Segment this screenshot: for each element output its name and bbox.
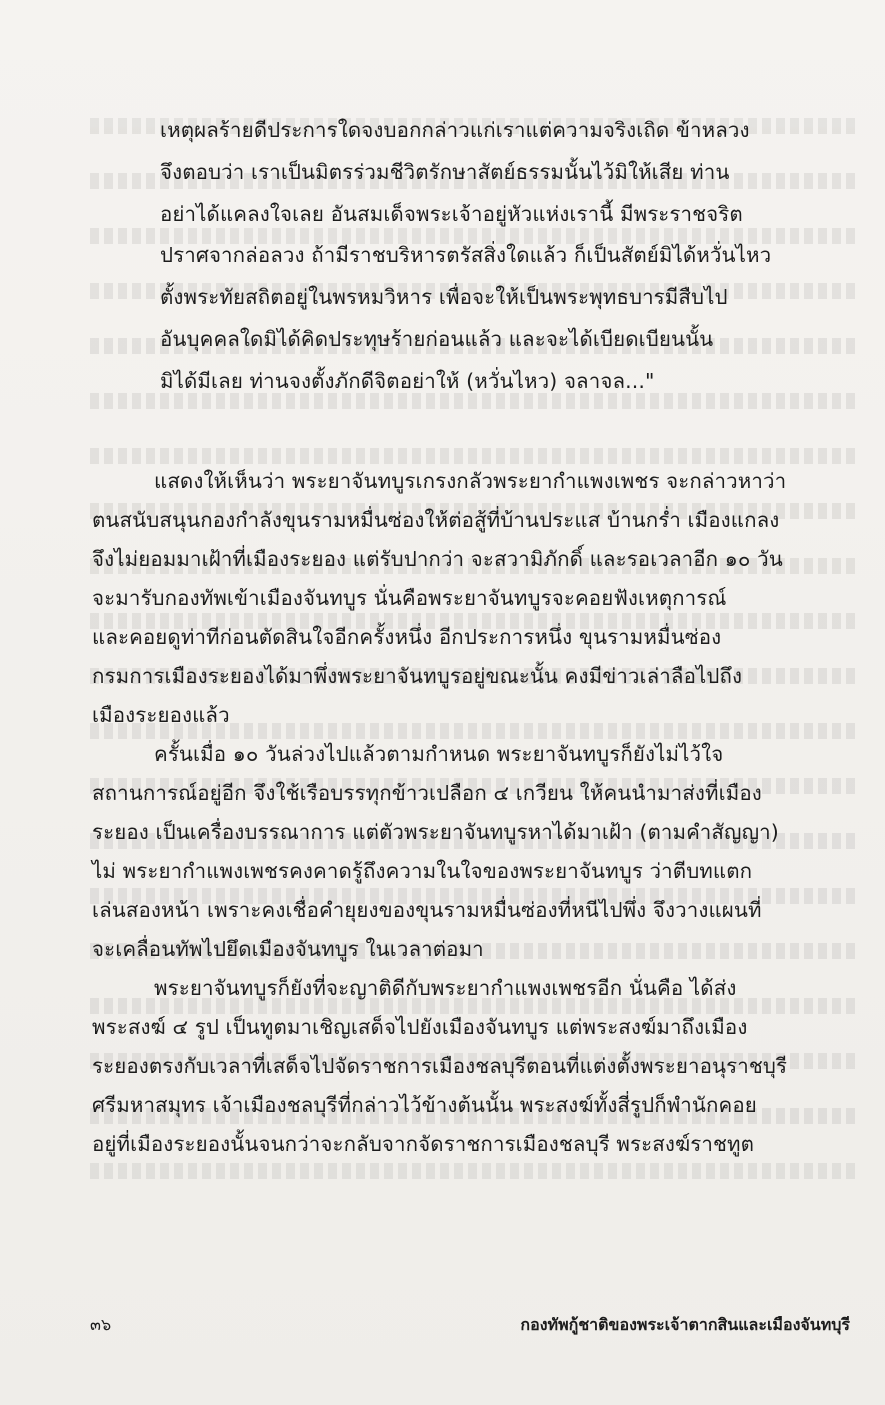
body-line: อยู่ที่เมืองระยองนั้นจนกว่าจะกลับจากจัดราชการเมืองชลบุรี พระสงฆ์ราชทูต — [92, 1132, 755, 1156]
quoted-passage — [160, 110, 850, 403]
body-line: ไม่ พระยากำแพงเพชรคงคาดรู้ถึงความในใจของพระยาจันทบูร ว่าตีบทแตก — [92, 859, 753, 883]
quote-line: เหตุผลร้ายดีประการใดจงบอกกล่าวแก่เราแต่ความจริงเถิด ข้าหลวง — [160, 118, 750, 142]
page-number: ๓๖ — [90, 1315, 112, 1334]
paragraph-first-line: ครั้นเมื่อ ๑๐ วันล่วงไปแล้วตามกำหนด พระยาจันทบูรก็ยังไม่ไว้ใจ — [154, 742, 724, 766]
body-line: จะเคลื่อนทัพไปยึดเมืองจันทบูร ในเวลาต่อมา — [92, 937, 484, 961]
body-text — [92, 462, 852, 1164]
paragraph-first-line: แสดงให้เห็นว่า พระยาจันทบูรเกรงกลัวพระยากำแพงเพชร จะกล่าวหาว่า — [154, 469, 787, 493]
body-line: ตนสนับสนุนกองกำลังขุนรามหมื่นซ่องให้ต่อสู้ที่บ้านประแส บ้านกร่ำ เมืองแกลง — [92, 508, 780, 532]
quote-line: อันบุคคลใดมิได้คิดประทุษร้ายก่อนแล้ว และจะได้เบียดเบียนนั้น — [160, 326, 714, 351]
body-line: ระยองตรงกับเวลาที่เสด็จไปจัดราชการเมืองชลบุรีตอนที่แต่งตั้งพระยาอนุราชบุรี — [92, 1054, 788, 1078]
running-title: กองทัพกู้ชาติของพระเจ้าตากสินและเมืองจันทบุรี — [520, 1315, 850, 1334]
body-line: ระยอง เป็นเครื่องบรรณาการ แต่ตัวพระยาจันทบูรหาได้มาเฝ้า (ตามคำสัญญา) — [92, 820, 779, 844]
paragraph-first-line: พระยาจันทบูรก็ยังที่จะญาติดีกับพระยากำแพงเพชรอีก นั่นคือ ได้ส่ง — [154, 976, 737, 1000]
body-line: กรมการเมืองระยองได้มาพึ่งพระยาจันทบูรอยู่ขณะนั้น คงมีข่าวเล่าลือไปถึง — [92, 664, 743, 688]
body-line: ศรีมหาสมุทร เจ้าเมืองชลบุรีที่กล่าวไว้ข้างต้นนั้น พระสงฆ์ทั้งสี่รูปก็พำนักคอย — [92, 1093, 757, 1117]
page-footer — [90, 1310, 850, 1340]
quote-line: ตั้งพระทัยสถิตอยู่ในพรหมวิหาร เพื่อจะให้เป็นพระพุทธบารมีสืบไป — [160, 285, 728, 310]
quote-line: ปราศจากล่อลวง ถ้ามีราชบริหารตรัสสิ่งใดแล้ว ก็เป็นสัตย์มิได้หวั่นไหว — [160, 243, 772, 268]
body-line: สถานการณ์อยู่อีก จึงใช้เรือบรรทุกข้าวเปลือก ๔ เกวียน ให้คนนำมาส่งที่เมือง — [92, 781, 762, 805]
body-line: จึงไม่ยอมมาเฝ้าที่เมืองระยอง แต่รับปากว่า จะสวามิภักดิ์ และรอเวลาอีก ๑๐ วัน — [92, 547, 783, 571]
body-line: จะมารับกองทัพเข้าเมืองจันทบูร นั่นคือพระยาจันทบูรจะคอยฟังเหตุการณ์ — [92, 586, 727, 610]
quote-line: จึงตอบว่า เราเป็นมิตรร่วมชีวิตรักษาสัตย์ธรรมนั้นไว้มิให้เสีย ท่าน — [160, 159, 730, 184]
body-line: เล่นสองหน้า เพราะคงเชื่อคำยุยงของขุนรามหมื่นซ่องที่หนีไปพึ่ง จึงวางแผนที่ — [92, 898, 762, 922]
quote-line: อย่าได้แคลงใจเลย อันสมเด็จพระเจ้าอยู่หัวแห่งเรานี้ มีพระราชจริต — [160, 201, 743, 226]
body-line: เมืองระยองแล้ว — [92, 703, 230, 727]
quote-line: มิได้มีเลย ท่านจงตั้งภักดีจิตอย่าให้ (หวั่นไหว) จลาจล..." — [160, 368, 655, 393]
body-line: และคอยดูท่าทีก่อนตัดสินใจอีกครั้งหนึ่ง อีกประการหนึ่ง ขุนรามหมื่นซ่อง — [92, 625, 722, 649]
body-line: พระสงฆ์ ๔ รูป เป็นทูตมาเชิญเสด็จไปยังเมืองจันทบูร แต่พระสงฆ์มาถึงเมือง — [92, 1015, 748, 1039]
